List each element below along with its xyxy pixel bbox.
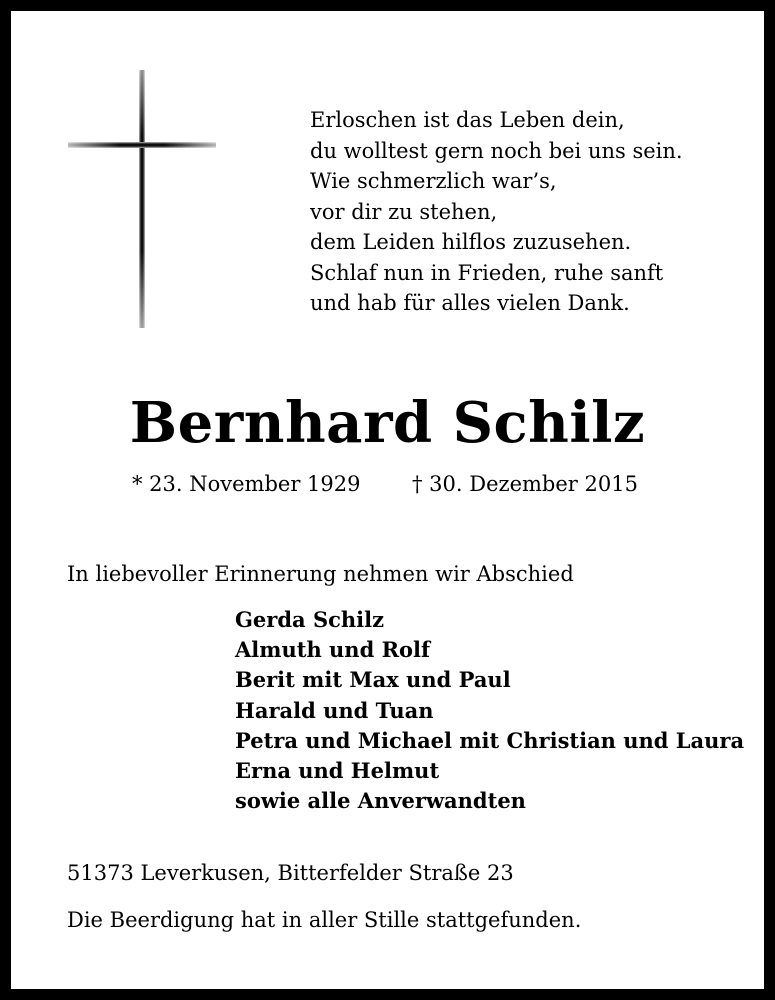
- poem-line: du wolltest gern noch bei uns sein.: [310, 138, 683, 163]
- cross-vertical-bar: [139, 70, 145, 328]
- poem-line: Wie schmerzlich war’s,: [310, 169, 557, 193]
- birth-date: * 23. November 1929: [132, 472, 361, 496]
- poem-line: Schlaf nun in Frieden, ruhe sanft: [310, 260, 664, 285]
- deceased-name: Bernhard Schilz: [129, 390, 646, 456]
- poem-line: vor dir zu stehen,: [310, 199, 498, 224]
- poem: [310, 105, 683, 319]
- death-date: † 30. Dezember 2015: [412, 472, 638, 496]
- mourner: Berit mit Max und Paul: [235, 667, 511, 693]
- mourner: Almuth und Rolf: [235, 637, 431, 663]
- poem-line: dem Leiden hilflos zuzusehen.: [310, 230, 632, 254]
- family-address: 51373 Leverkusen, Bitterfelder Straße 23: [67, 861, 514, 885]
- mourner: sowie alle Anverwandten: [235, 788, 526, 814]
- mourner: Harald und Tuan: [235, 697, 434, 723]
- cross-icon: [68, 70, 216, 328]
- mourner: Erna und Helmut: [235, 758, 440, 784]
- farewell-intro: In liebevoller Erinnerung nehmen wir Abschied: [67, 562, 574, 586]
- poem-line: Erloschen ist das Leben dein,: [310, 108, 625, 132]
- poem-line: und hab für alles vielen Dank.: [310, 291, 630, 315]
- mourner: Petra und Michael mit Christian und Laura: [235, 727, 745, 753]
- cross-horizontal-bar: [68, 142, 216, 148]
- mourner: Gerda Schilz: [235, 607, 385, 632]
- funeral-note: Die Beerdigung hat in aller Stille stattgefunden.: [67, 908, 582, 932]
- mourners-list: [235, 605, 744, 816]
